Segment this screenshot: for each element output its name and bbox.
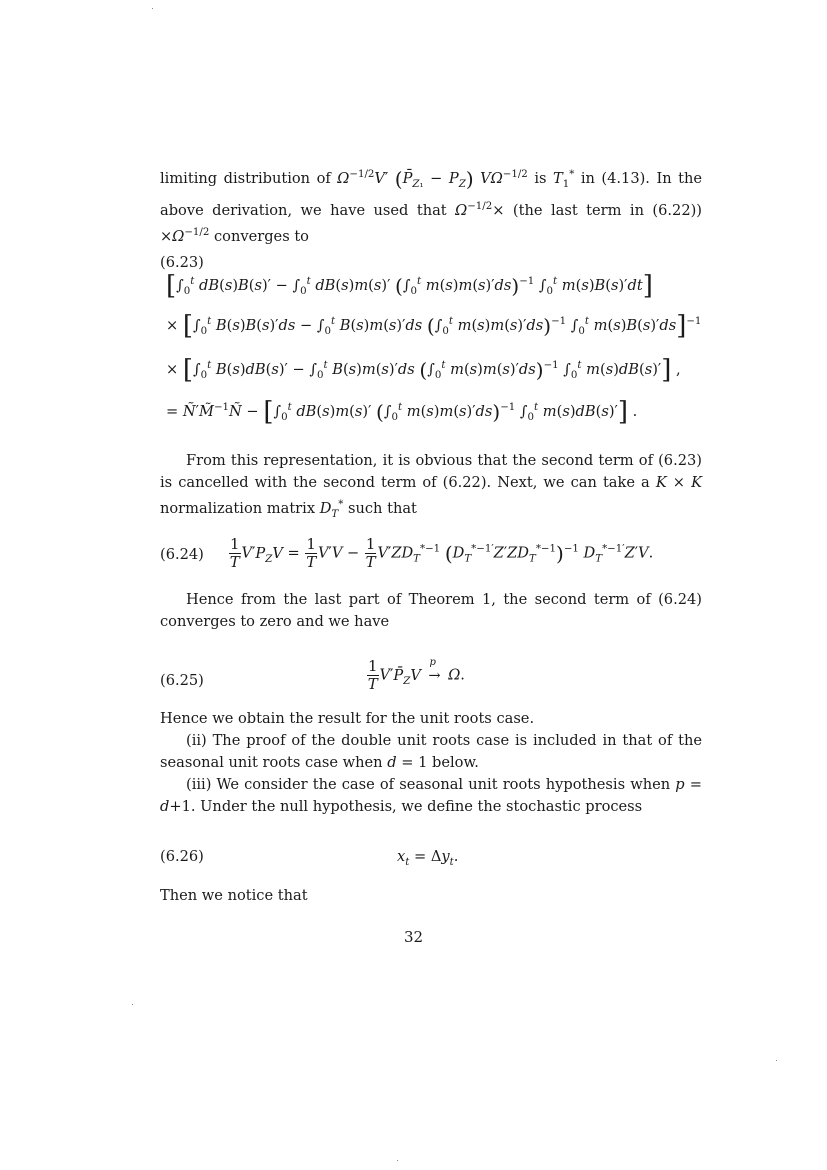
- scan-speck: [776, 1060, 777, 1061]
- equation-label-6-26: (6.26): [160, 848, 204, 865]
- paragraph-seasonal-unit-roots: (iii) We consider the case of seasonal unit roots hypothesis when p = d+1. Under the null hypothesis, we define the stochastic process: [160, 776, 702, 815]
- equation-label-6-24: (6.24): [160, 546, 204, 563]
- page-number: 32: [403, 928, 424, 946]
- equation-6-26: $x_t = \Delta y_t$.: [397, 848, 459, 868]
- equation-label-6-23: (6.23): [160, 254, 204, 271]
- equation-6-23-line-1: [$\int_0^t$ $dB(s)B(s)' - \int_0^t$ dB(s)m(s)′ ($\int_0^t$ m(s)m(s)′ds)$^{-1}$ $\int_0^t$ m(s)B(s)′dt]: [166, 271, 653, 301]
- equation-6-23-line-2: × [$\int_0^t$ $B(s)B(s)'ds - \int_0^t$ B(s)m(s)′ds ($\int_0^t$ m(s)m(s)′ds)$^{-1}$ $\int_0^t$ m(s)B(s)′ds]$^{-1}$: [166, 311, 702, 341]
- scan-speck: [132, 1004, 133, 1005]
- equation-6-23-line-4: = Ñ′M̃$^{-1}$Ñ − [$\int_0^t$ dB(s)m(s)′ ($\int_0^t$ m(s)m(s)′ds)$^{-1}$ $\int_0^t$ m(s)dB(s)′] .: [166, 397, 638, 427]
- paragraph-from-this-representation: From this representation, it is obvious that the second term of (6.23) is cancelled with the second term of (6.22). Next, we can take a K × K normalization matrix $D_T^*$ such that: [160, 452, 702, 520]
- scan-speck: [397, 1160, 398, 1161]
- paragraph-limiting-distribution: limiting distribution of $\Omega^{-1/2}V'$ $(P̄_{Z_1} - P_Z)$ $V\Omega^{-1/2}$ is $T_1^*$ in (4.13). In the above derivation, we have used that $\Omega^{-1/2}\times (the$ last term in $(6.22)) \times\Omega^{-1/2}$ converges to: [160, 166, 703, 245]
- paragraph-result-unit-roots: Hence we obtain the result for the unit roots case.: [160, 710, 535, 727]
- equation-label-6-25: (6.25): [160, 672, 204, 689]
- equation-6-23-line-3: × [$\int_0^t$ $B(s)dB(s)' - \int_0^t$ B(s)m(s)′ds ($\int_0^t$ m(s)m(s)′ds)$^{-1}$ $\int_0^t$ m(s)dB(s)′] ,: [166, 355, 681, 385]
- equation-6-25: $\frac{1}{T}$ $V'P̄_ZV$ p → Ω.: [367, 656, 465, 693]
- scan-speck: [152, 8, 153, 9]
- paragraph-then-we-notice: Then we notice that: [160, 887, 308, 904]
- equation-6-24: $\frac{1}{T}$ $V'P_ZV$ = $\frac{1}{T}$ V′V − $\frac{1}{T}$ $V'ZD_T^{*-1}$ $(D_T^{*-1'}Z'ZD_T^{*-1})^{-1}$ $D_T^{*-1'}Z'V$.: [229, 535, 654, 571]
- paragraph-proof-double-unit-roots: (ii) The proof of the double unit roots case is included in that of the seasonal unit roots case when d = 1 below.: [160, 732, 702, 771]
- paragraph-hence-from-last-part: Hence from the last part of Theorem 1, the second term of (6.24) converges to zero and we have: [160, 591, 702, 630]
